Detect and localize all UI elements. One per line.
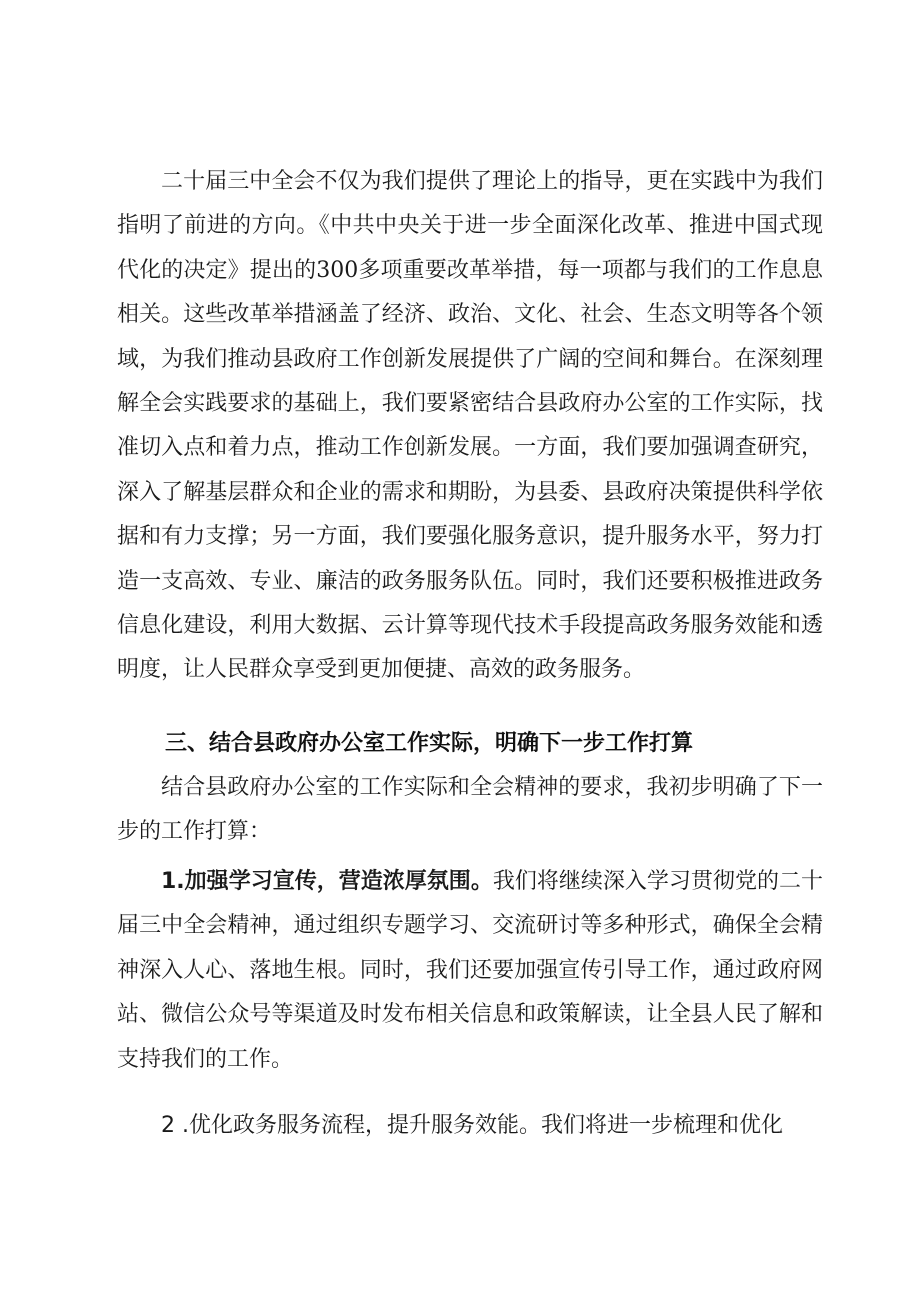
body-paragraph-2 <box>117 766 823 855</box>
list-item-2 <box>117 1104 823 1148</box>
paragraph-text: 结合县政府办公室的工作实际和全会精神的要求，我初步明确了下一步的工作打算： <box>117 775 823 845</box>
list-item-lead: 1.加强学习宣传，营造浓厚氛围。 <box>161 869 493 894</box>
list-item-text: 我们将继续深入学习贯彻党的二十届三中全会精神，通过组织专题学习、交流研讨等多种形式，确保全会精神深入人心、落地生根。同时，我们还要加强宣传引导工作，通过政府网站、微信公众号等渠道及时发布相关信息和政策解读，让全县人民了解和支持我们的工作。 <box>117 869 823 1072</box>
paragraph-text: 二十届三中全会不仅为我们提供了理论上的指导，更在实践中为我们指明了前进的方向。《中共中央关于进一步全面深化改革、推进中国式现代化的决定》提出的300多项重要改革举措，每一项都与我们的工作息息相关。这些改革举措涵盖了经济、政治、文化、社会、生态文明等各个领域，为我们推动县政府工作创新发展提供了广阔的空间和舞台。在深刻理解全会实践要求的基础上，我们要紧密结合县政府办公室的工作实际，找准切入点和着力点，推动工作创新发展。一方面，我们要加强调查研究，深入了解基层群众和企业的需求和期盼，为县委、县政府决策提供科学依据和有力支撑；另一方面，我们要强化服务意识，提升服务水平，努力打造一支高效、专业、廉洁的政务服务队伍。同时，我们还要积极推进政务信息化建设，利用大数据、云计算等现代技术手段提高政务服务效能和透明度，让人民群众享受到更加便捷、高效的政务服务。 <box>117 169 823 683</box>
list-item-number: 2 . <box>161 1113 189 1138</box>
list-item-paragraph <box>117 1104 823 1148</box>
section-heading-3: 三、结合县政府办公室工作实际，明确下一步工作打算 <box>165 731 694 756</box>
body-paragraph-1 <box>117 160 823 693</box>
list-item-1 <box>117 860 823 1082</box>
list-item-text: 优化政务服务流程，提升服务效能。我们将进一步梳理和优化 <box>188 1113 783 1138</box>
list-item-paragraph <box>117 860 823 1082</box>
